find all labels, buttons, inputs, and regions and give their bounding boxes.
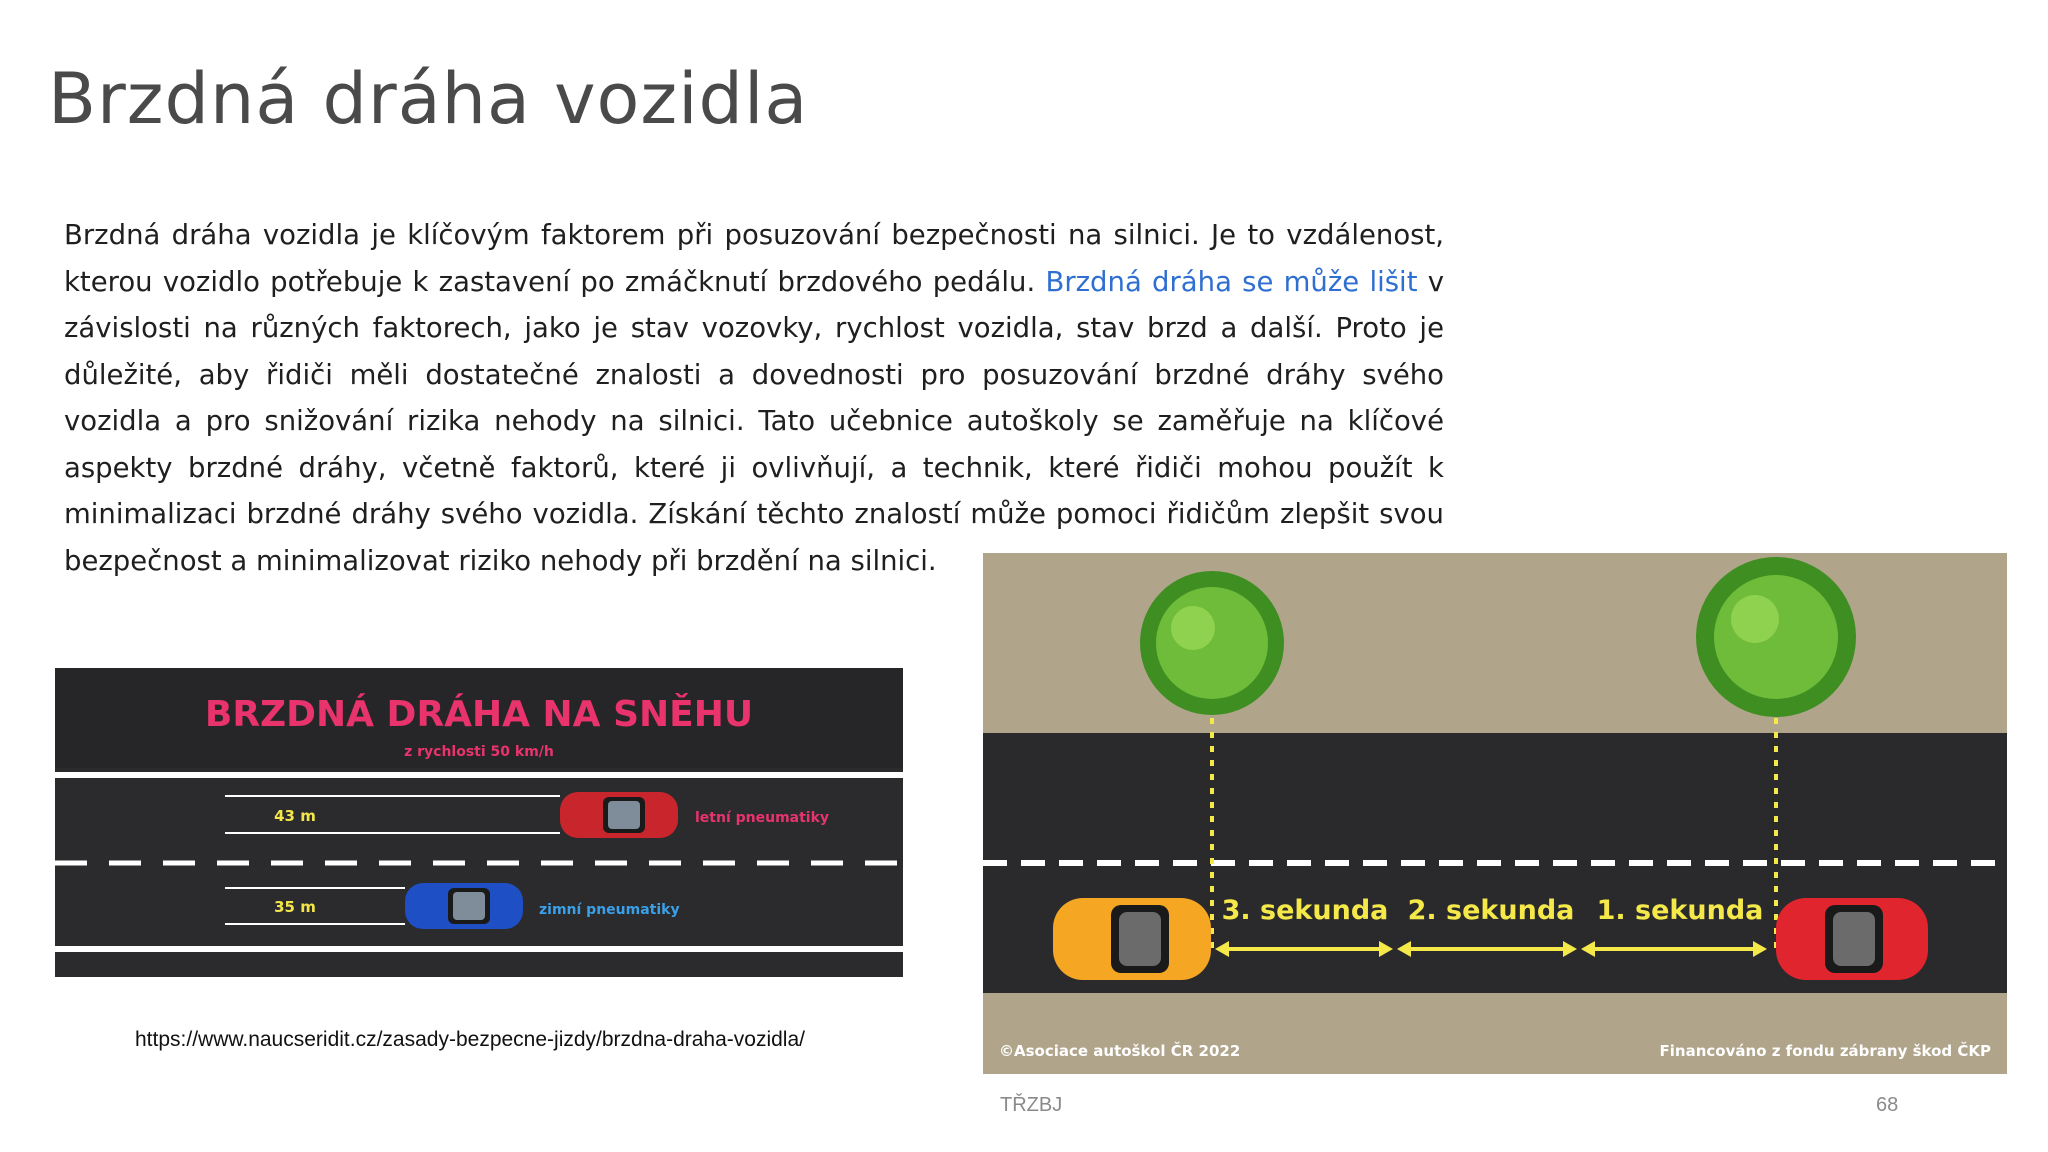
first-second-label: 1. sekunda xyxy=(1596,895,1764,926)
paragraph-text-2: v závislosti na různých faktorech, jako je stav vozovky, rychlost vozidla, stav brzd a další. Proto je důležité, aby řidiči měli dostatečné znalosti a dovednosti pro posuzování brzdné dráhy svého vozidla a pro snižování rizika nehody na silnici. Tato učebnice autoškoly se zaměřuje na klíčové aspekty brzdné dráhy, včetně faktorů, které ji ovlivňují, a technik, které řidiči mohou použít k minimalizaci brzdné dráhy svého vozidla. Získání těchto znalostí může pomoci řidičům zlepšit svou bezpečnost a minimalizovat riziko nehody při brzdění na silnici. xyxy=(64,265,1444,577)
second-second-label: 2. sekunda xyxy=(1407,895,1575,926)
paragraph-text-1: Brzdná dráha vozidla je klíčovým faktorem při posuzování bezpečnosti na silnici. Je to vzdálenost, kterou vozidlo potřebuje k zastavení po zmáčknutí brzdového pedálu. xyxy=(64,219,1444,298)
funding-text: Financováno z fondu zábrany škod ČKP xyxy=(1659,1042,1991,1060)
front-car-icon xyxy=(1776,898,1928,980)
summer-car-icon xyxy=(560,792,678,838)
three-second-rule-figure xyxy=(983,553,2007,1074)
footer-label: TŘZBJ xyxy=(1000,1094,1063,1116)
road-edge-line-bottom xyxy=(55,946,903,952)
snow-figure-title: BRZDNÁ DRÁHA NA SNĚHU xyxy=(204,694,754,735)
copyright-text: ©Asociace autoškol ČR 2022 xyxy=(999,1042,1241,1060)
summer-distance: 43 m xyxy=(274,807,316,825)
slide-title: Brzdná dráha vozidla xyxy=(48,58,809,140)
summer-tire-label: letní pneumatiky xyxy=(695,810,830,826)
winter-distance: 35 m xyxy=(274,898,316,916)
tree-icon xyxy=(1696,557,1856,717)
snow-braking-figure xyxy=(55,668,903,977)
source-link[interactable]: https://www.naucseridit.cz/zasady-bezpecne-jizdy/brzdna-draha-vozidla/ xyxy=(135,1028,805,1051)
winter-tire-label: zimní pneumatiky xyxy=(539,902,680,918)
snow-figure-subtitle: z rychlosti 50 km/h xyxy=(404,744,554,760)
body-paragraph xyxy=(64,212,1444,584)
road-surface xyxy=(55,768,903,977)
paragraph-link[interactable]: Brzdná dráha se může lišit xyxy=(1045,265,1418,298)
page-number: 68 xyxy=(1876,1094,1899,1116)
third-second-label: 3. sekunda xyxy=(1221,895,1389,926)
road-edge-line-top xyxy=(55,772,903,778)
winter-car-icon xyxy=(405,883,523,929)
rear-car-icon xyxy=(1053,898,1211,980)
tree-icon xyxy=(1140,571,1284,715)
